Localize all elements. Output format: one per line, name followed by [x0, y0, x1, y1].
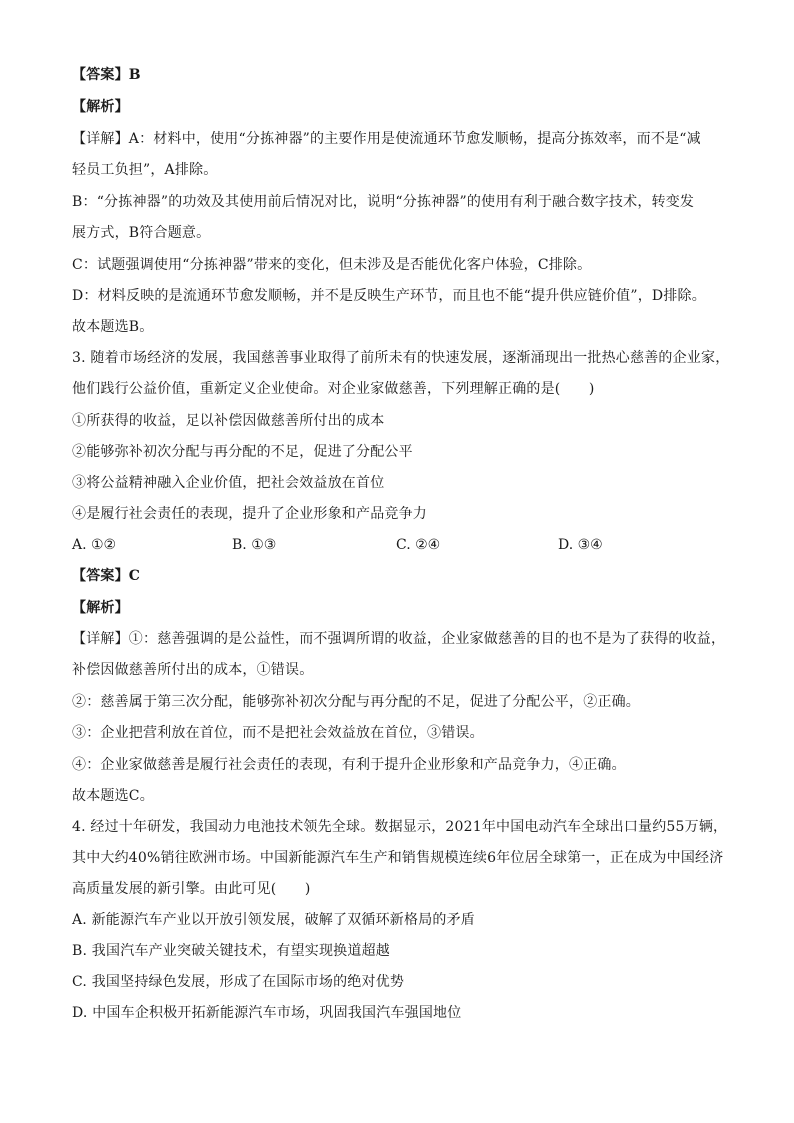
explanation-line: B：“分拣神器”的功效及其使用前后情况对比，说明“分拣神器”的使用有利于融合数字技术，转变发 — [72, 194, 695, 210]
answer-label: 【答案】B — [72, 67, 141, 83]
question-stem: 他们践行公益价值，重新定义企业使命。对企业家做慈善，下列理解正确的是( ) — [72, 381, 595, 397]
option-c: C. ②④ — [396, 537, 441, 553]
explanation-line: ②：慈善属于第三次分配，能够弥补初次分配与再分配的不足，促进了分配公平，②正确。 — [72, 694, 640, 710]
analysis-label: 【解析】 — [72, 99, 129, 115]
analysis-label: 【解析】 — [72, 600, 129, 616]
statement-item: ④是履行社会责任的表现，提升了企业形象和产品竞争力 — [72, 506, 427, 522]
option-c: C. 我国坚持绿色发展，形成了在国际市场的绝对优势 — [72, 974, 405, 990]
option-a: A. 新能源汽车产业以开放引领发展，破解了双循环新格局的矛盾 — [72, 912, 476, 928]
question-stem: 其中大约40%销往欧洲市场。中国新能源汽车生产和销售规模连续6年位居全球第一，正在成为中国经济 — [72, 850, 724, 866]
option-a: A. ①② — [72, 537, 117, 553]
explanation-line: ③：企业把营利放在首位，而不是把社会效益放在首位，③错误。 — [72, 725, 484, 741]
explanation-line: D：材料反映的是流通环节愈发顺畅，并不是反映生产环节，而且也不能“提升供应链价值”，D排除。 — [72, 288, 706, 304]
option-d: D. 中国车企积极开拓新能源汽车市场，巩固我国汽车强国地位 — [72, 1005, 462, 1021]
explanation-line: ④：企业家做慈善是履行社会责任的表现，有利于提升企业形象和产品竞争力，④正确。 — [72, 757, 626, 773]
question-stem: 4. 经过十年研发，我国动力电池技术领先全球。数据显示，2021年中国电动汽车全球出口量约55万辆， — [72, 819, 728, 835]
question-stem: 3. 随着市场经济的发展，我国慈善事业取得了前所未有的快速发展，逐渐涌现出一批热心慈善的企业家， — [72, 350, 730, 366]
option-d: D. ③④ — [558, 537, 603, 553]
conclusion-line: 故本题选C。 — [72, 788, 154, 804]
conclusion-line: 故本题选B。 — [72, 319, 154, 335]
explanation-line: C：试题强调使用“分拣神器”带来的变化，但未涉及是否能优化客户体验，C排除。 — [72, 257, 592, 273]
explanation-line: 【详解】A：材料中，使用“分拣神器”的主要作用是使流通环节愈发顺畅，提高分拣效率，而不是“减 — [72, 131, 701, 147]
explanation-line: 展方式，B符合题意。 — [72, 225, 211, 241]
answer-label: 【答案】C — [72, 568, 141, 584]
question-stem: 高质量发展的新引擎。由此可见( ) — [72, 881, 311, 897]
option-b: B. 我国汽车产业突破关键技术，有望实现换道超越 — [72, 943, 390, 959]
explanation-line: 轻员工负担”，A排除。 — [72, 162, 218, 178]
statement-item: ①所获得的收益，足以补偿因做慈善所付出的成本 — [72, 413, 385, 429]
explanation-line: 补偿因做慈善所付出的成本，①错误。 — [72, 662, 314, 678]
statement-item: ③将公益精神融入企业价值，把社会效益放在首位 — [72, 475, 385, 491]
option-b: B. ①③ — [232, 537, 277, 553]
explanation-line: 【详解】①：慈善强调的是公益性，而不强调所谓的收益，企业家做慈善的目的也不是为了获得的收益， — [72, 631, 726, 647]
statement-item: ②能够弥补初次分配与再分配的不足，促进了分配公平 — [72, 444, 413, 460]
